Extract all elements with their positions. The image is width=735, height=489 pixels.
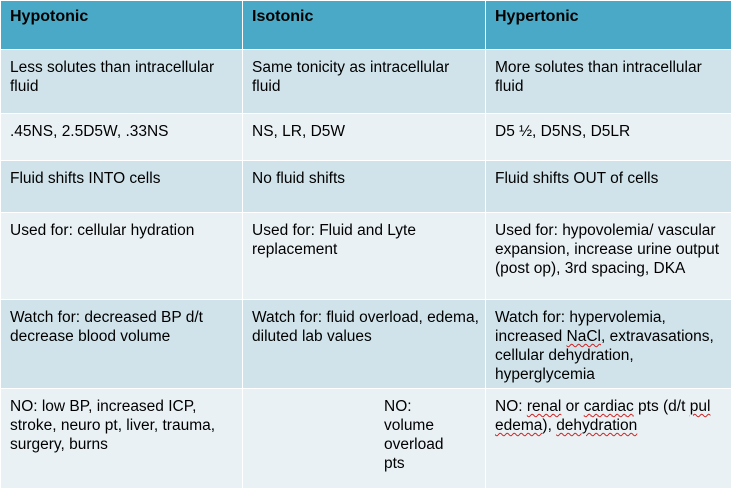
cell-isotonic: Used for: Fluid and Lyte replacement	[243, 213, 486, 300]
cell-hypotonic: NO: low BP, increased ICP, stroke, neuro pt, liver, trauma, surgery, burns	[1, 389, 243, 489]
table-row-contraindications	[1, 389, 732, 489]
table-row-fluid-shift	[1, 161, 732, 213]
header-row	[1, 1, 732, 50]
cell-isotonic: No fluid shifts	[243, 161, 486, 213]
cell-isotonic: NS, LR, D5W	[243, 114, 486, 161]
header-hypertonic: Hypertonic	[486, 1, 732, 50]
table-row-watch-for	[1, 300, 732, 389]
header-hypotonic: Hypotonic	[1, 1, 243, 50]
spellcheck-flagged-word: dehydration	[556, 417, 638, 434]
table-row-definition	[1, 50, 732, 114]
spellcheck-flagged-word: renal	[526, 398, 562, 415]
cell-isotonic: Same tonicity as intracellular fluid	[243, 50, 486, 114]
spellcheck-flagged-word: cardiac	[583, 398, 634, 415]
cell-isotonic: NO: volume overload pts	[243, 389, 486, 489]
spellcheck-flagged-word: NaCl	[566, 328, 601, 345]
cell-hypotonic: Watch for: decreased BP d/t decrease blood volume	[1, 300, 243, 389]
cell-hypertonic: D5 ½, D5NS, D5LR	[486, 114, 732, 161]
cell-hypertonic: More solutes than intracellular fluid	[486, 50, 732, 114]
cell-hypertonic: NO: renal or cardiac pts (d/t pul edema), dehydration	[486, 389, 732, 489]
cell-isotonic: Watch for: fluid overload, edema, diluted lab values	[243, 300, 486, 389]
table-row-used-for	[1, 213, 732, 300]
cell-hypotonic: .45NS, 2.5D5W, .33NS	[1, 114, 243, 161]
table-row-solutions	[1, 114, 732, 161]
spellcheck-flagged-word: pul edema	[495, 398, 711, 434]
cell-hypotonic: Less solutes than intracellular fluid	[1, 50, 243, 114]
cell-hypotonic: Fluid shifts INTO cells	[1, 161, 243, 213]
cell-hypertonic: Used for: hypovolemia/ vascular expansion, increase urine output (post op), 3rd spacing, DKA	[486, 213, 732, 300]
header-isotonic: Isotonic	[243, 1, 486, 50]
cell-hypertonic: Fluid shifts OUT of cells	[486, 161, 732, 213]
cell-hypotonic: Used for: cellular hydration	[1, 213, 243, 300]
cell-hypertonic: Watch for: hypervolemia, increased NaCl, extravasations, cellular dehydration, hyperglycemia	[486, 300, 732, 389]
